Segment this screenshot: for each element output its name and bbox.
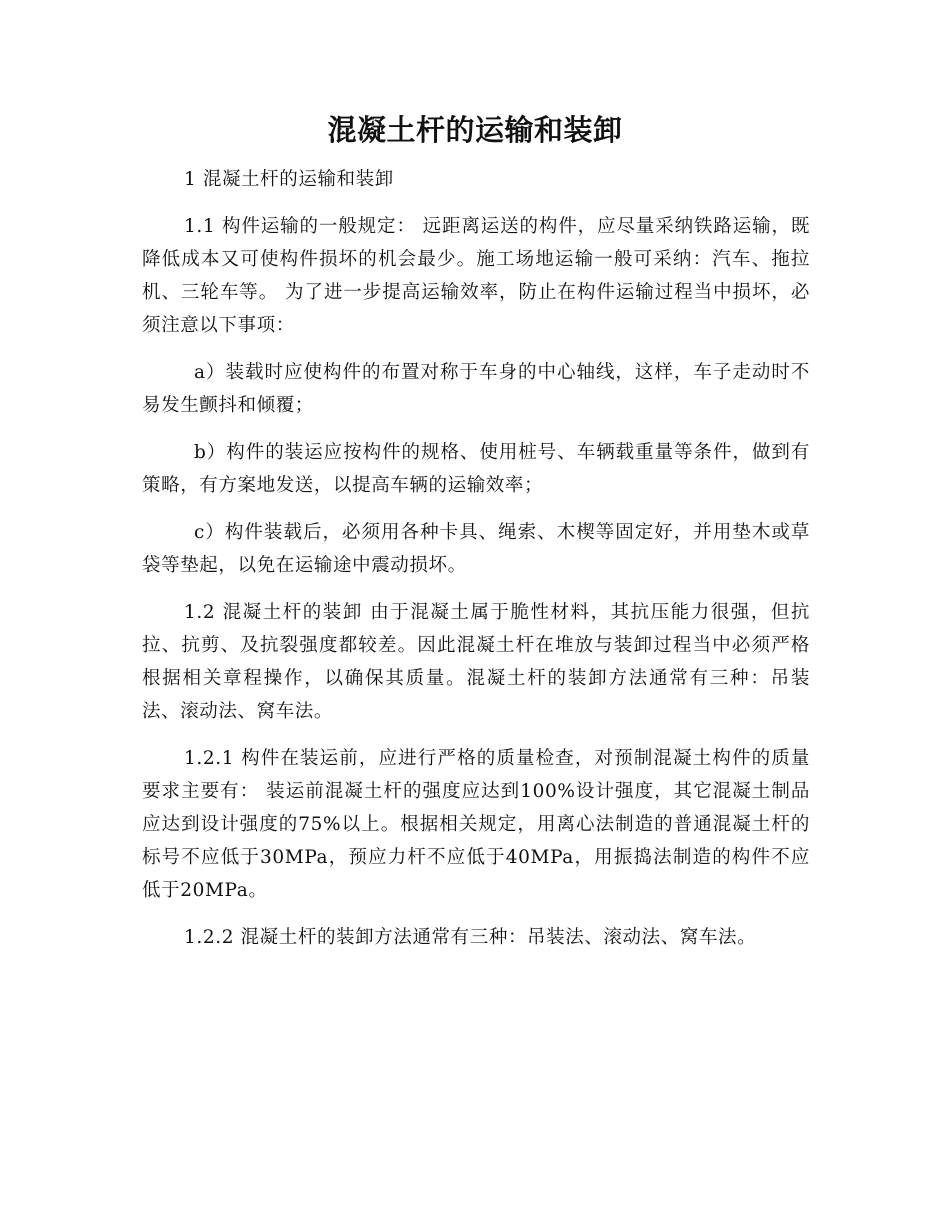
paragraph-1-2: 1.2 混凝土杆的装卸 由于混凝土属于脆性材料，其抗压能力很强，但抗拉、抗剪、及抗裂强度都较差。因此混凝土杆在堆放与装卸过程当中必须严格根据相关章程操作，以确保其质量。混凝土杆的装卸方法通常有三种：吊装法、滚动法、窝车法。 (142, 602, 810, 722)
list-item-a: a）装载时应使构件的布置对称于车身的中心轴线，这样，车子走动时不易发生颤抖和倾覆； (142, 362, 810, 416)
paragraph-1-1: 1.1 构件运输的一般规定： 远距离运送的构件，应尽量采纳铁路运输，既降低成本又可使构件损坏的机会最少。施工场地运输一般可采纳：汽车、拖拉机、三轮车等。 为了进一步提高运输效率，防止在构件运输过程当中损坏，必须注意以下事项： (142, 216, 810, 336)
document-body (142, 163, 810, 954)
list-item-c: c）构件装载后，必须用各种卡具、绳索、木楔等固定好，并用垫木或草袋等垫起，以免在运输途中震动损坏。 (142, 522, 810, 576)
paragraph-1-2-1: 1.2.1 构件在装运前，应进行严格的质量检查，对预制混凝土构件的质量要求主要有： 装运前混凝土杆的强度应达到100%设计强度，其它混凝土制品应达到设计强度的75%以上。根据相关规定，用离心法制造的普通混凝土杆的标号不应低于30MPa，预应力杆不应低于40MPa，用振捣法制造的构件不应低于20MPa。 (142, 748, 810, 901)
paragraph-1-2-2: 1.2.2 混凝土杆的装卸方法通常有三种：吊装法、滚动法、窝车法。 (184, 927, 757, 948)
list-item-b: b）构件的装运应按构件的规格、使用桩号、车辆载重量等条件，做到有策略，有方案地发送，以提高车辆的运输效率； (142, 442, 810, 496)
document-title: 混凝土杆的运输和装卸 (327, 113, 623, 147)
section-heading-1: 1 混凝土杆的运输和装卸 (184, 169, 394, 190)
